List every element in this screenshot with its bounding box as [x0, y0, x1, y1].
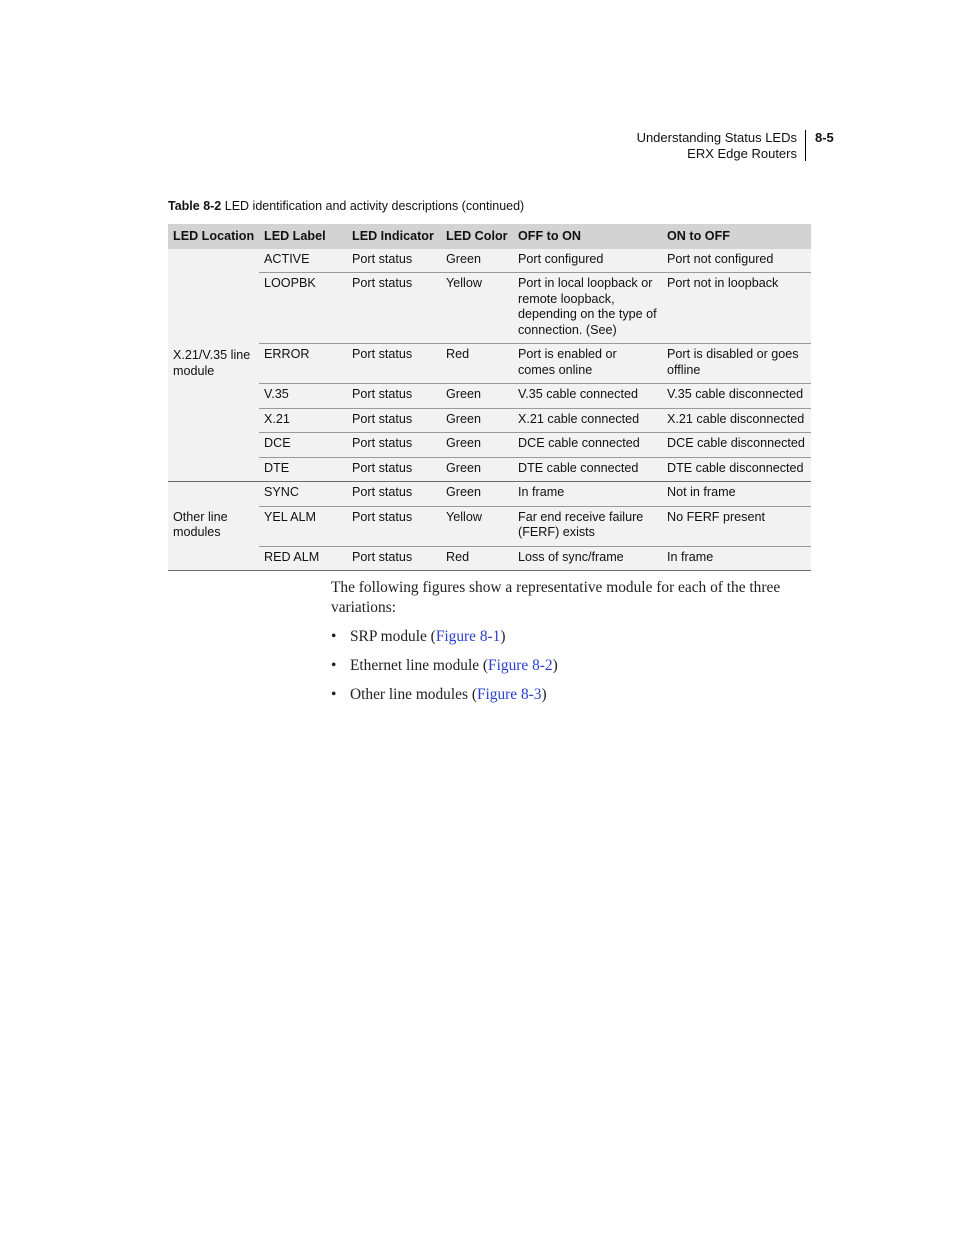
table-row	[168, 482, 811, 507]
led-indicator-cell: Port status	[347, 482, 441, 507]
led-color-cell: Red	[441, 344, 513, 384]
table-row	[168, 408, 811, 433]
table-row	[168, 506, 811, 546]
header-book-title: ERX Edge Routers	[687, 145, 797, 161]
column-header: LED Indicator	[347, 224, 441, 249]
figure-link[interactable]: Figure 8-3	[476, 686, 542, 703]
list-item-content	[350, 627, 506, 647]
running-header-lines	[637, 130, 806, 161]
list-item-content	[350, 685, 547, 705]
bullet-icon: •	[331, 686, 337, 703]
table-row	[168, 546, 811, 571]
led-indicator-cell: Port status	[347, 273, 441, 344]
led-table	[168, 224, 811, 571]
bullet-icon: •	[331, 657, 337, 674]
led-color-cell: Green	[441, 433, 513, 458]
led-indicator-cell: Port status	[347, 546, 441, 571]
on-to-off-cell: DCE cable disconnected	[662, 433, 811, 458]
list-item-suffix: )	[541, 686, 547, 703]
column-header: LED Label	[259, 224, 347, 249]
led-label-cell: DCE	[259, 433, 347, 458]
column-header: LED Location	[168, 224, 259, 249]
running-header	[637, 130, 806, 161]
body-text	[331, 578, 813, 714]
led-label-cell: V.35	[259, 384, 347, 409]
led-label-cell: YEL ALM	[259, 506, 347, 546]
led-indicator-cell: Port status	[347, 433, 441, 458]
off-to-on-cell: Port configured	[513, 249, 662, 273]
led-indicator-cell: Port status	[347, 408, 441, 433]
header-chapter-title: Understanding Status LEDs	[636, 130, 797, 145]
off-to-on-cell: Loss of sync/frame	[513, 546, 662, 571]
figure-link[interactable]: Figure 8-1	[435, 628, 501, 645]
figure-link[interactable]: Figure 8-2	[488, 657, 553, 674]
off-to-on-cell: V.35 cable connected	[513, 384, 662, 409]
led-label-cell: ERROR	[259, 344, 347, 384]
figure-list	[331, 627, 813, 705]
off-to-on-cell: DTE cable connected	[513, 457, 662, 482]
bullet-icon: •	[331, 628, 337, 645]
list-item	[331, 627, 813, 647]
list-item-suffix: )	[552, 657, 558, 674]
led-color-cell: Green	[441, 408, 513, 433]
list-item-text: Other line modules (	[350, 686, 477, 703]
list-item-content	[350, 656, 558, 676]
led-location-cell: X.21/V.35 line module	[168, 249, 259, 482]
led-color-cell: Green	[441, 457, 513, 482]
led-label-cell: LOOPBK	[259, 273, 347, 344]
table-caption-text: LED identification and activity descriptions (continued)	[224, 199, 525, 213]
table-row	[168, 249, 811, 273]
table-row	[168, 433, 811, 458]
on-to-off-cell: No FERF present	[662, 506, 811, 546]
led-location-cell: Other line modules	[168, 482, 259, 571]
column-header: OFF to ON	[513, 224, 662, 249]
on-to-off-cell: DTE cable disconnected	[662, 457, 811, 482]
list-item	[331, 656, 813, 676]
table-body	[168, 249, 811, 571]
led-color-cell: Red	[441, 546, 513, 571]
on-to-off-cell: Port not in loopback	[662, 273, 811, 344]
off-to-on-cell: DCE cable connected	[513, 433, 662, 458]
led-indicator-cell: Port status	[347, 384, 441, 409]
on-to-off-cell: V.35 cable disconnected	[662, 384, 811, 409]
led-color-cell: Green	[441, 482, 513, 507]
led-indicator-cell: Port status	[347, 249, 441, 273]
led-color-cell: Yellow	[441, 506, 513, 546]
table-caption-label: Table 8-2	[168, 199, 222, 213]
table-row	[168, 384, 811, 409]
table-header-row	[168, 224, 811, 249]
page-number: 8-5	[815, 130, 834, 145]
led-color-cell: Yellow	[441, 273, 513, 344]
on-to-off-cell: X.21 cable disconnected	[662, 408, 811, 433]
led-indicator-cell: Port status	[347, 344, 441, 384]
led-label-cell: SYNC	[259, 482, 347, 507]
off-to-on-cell: Port is enabled or comes online	[513, 344, 662, 384]
led-label-cell: X.21	[259, 408, 347, 433]
list-item	[331, 685, 813, 705]
table-row	[168, 344, 811, 384]
led-color-cell: Green	[441, 384, 513, 409]
list-item-text: Ethernet line module (	[350, 657, 489, 674]
led-label-cell: DTE	[259, 457, 347, 482]
table-row	[168, 273, 811, 344]
list-item-suffix: )	[500, 628, 506, 645]
led-indicator-cell: Port status	[347, 506, 441, 546]
off-to-on-cell: X.21 cable connected	[513, 408, 662, 433]
off-to-on-cell: Far end receive failure (FERF) exists	[513, 506, 662, 546]
off-to-on-cell: Port in local loopback or remote loopback, depending on the type of connection. (See)	[513, 273, 662, 344]
on-to-off-cell: Not in frame	[662, 482, 811, 507]
led-indicator-cell: Port status	[347, 457, 441, 482]
list-item-text: SRP module (	[350, 628, 436, 645]
led-label-cell: RED ALM	[259, 546, 347, 571]
on-to-off-cell: Port not configured	[662, 249, 811, 273]
table-caption	[168, 199, 524, 213]
led-label-cell: ACTIVE	[259, 249, 347, 273]
off-to-on-cell: In frame	[513, 482, 662, 507]
on-to-off-cell: In frame	[662, 546, 811, 571]
intro-paragraph: The following figures show a representative module for each of the three variations:	[331, 579, 781, 616]
table-row	[168, 457, 811, 482]
led-color-cell: Green	[441, 249, 513, 273]
on-to-off-cell: Port is disabled or goes offline	[662, 344, 811, 384]
column-header: LED Color	[441, 224, 513, 249]
column-header: ON to OFF	[662, 224, 811, 249]
